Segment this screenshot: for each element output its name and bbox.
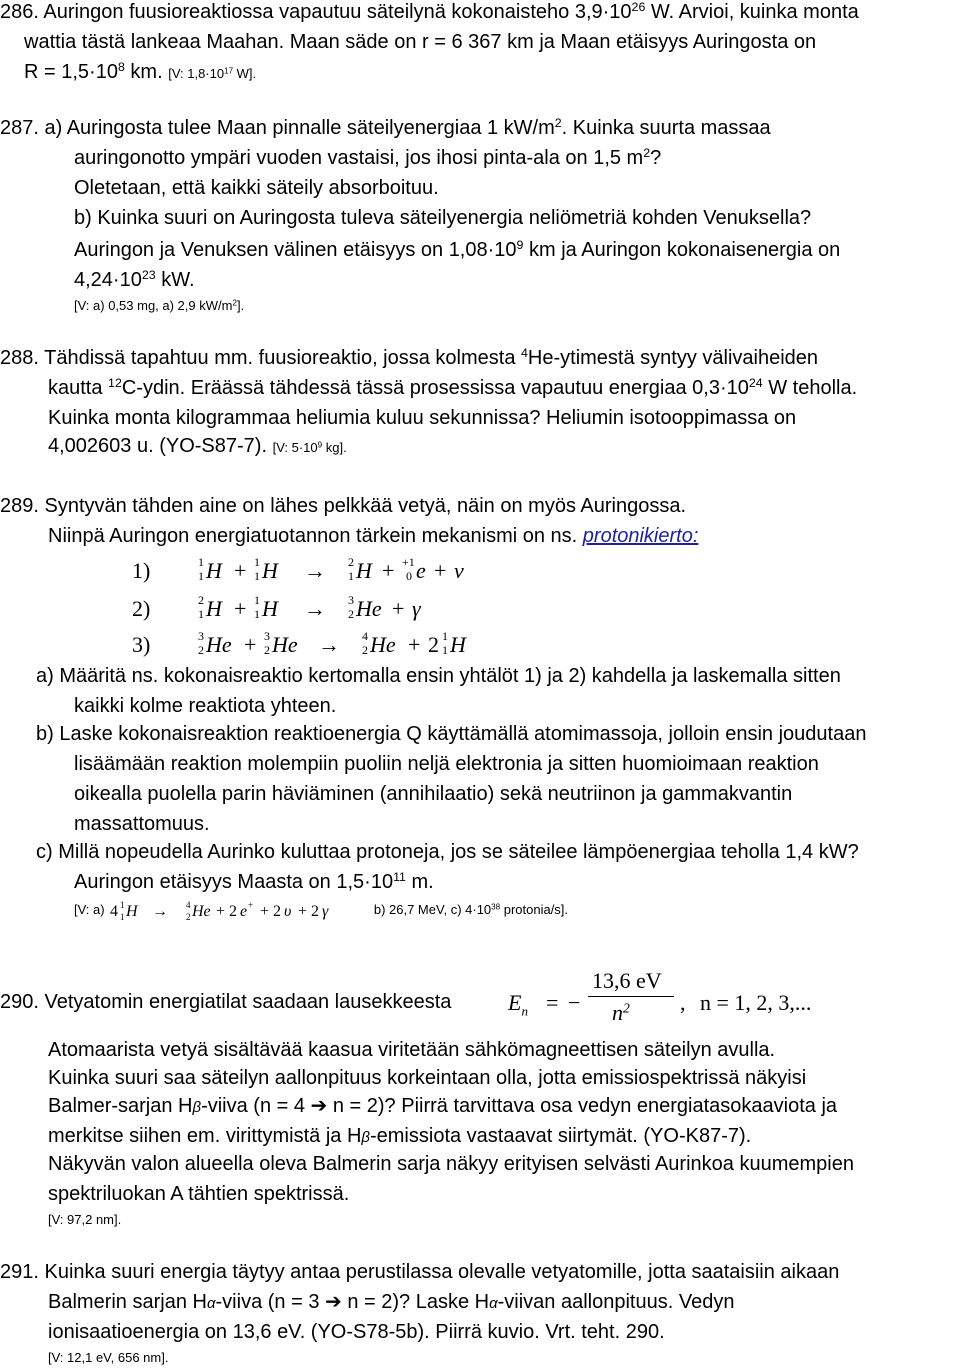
svg-text:He: He <box>272 632 298 657</box>
equation-3: 3) 3 2 He + 3 2 He → 4 2 He + 2 1 1 H <box>132 632 150 658</box>
svg-text:3: 3 <box>348 593 354 607</box>
p287-line2: auringonotto ympäri vuoden vastaisi, jos ihosi pinta-ala on 1,5 $m^2$? <box>74 146 662 169</box>
energy-formula: $E_n$ = − 13,6 eV $n^2$ , n = 1, 2, 3,... <box>508 968 812 1025</box>
protonikierto-link[interactable]: protonikierto: <box>582 525 699 547</box>
svg-text:3: 3 <box>198 629 204 643</box>
p288-answer: [V: $5\cdot 10^9$ kg]. <box>272 440 347 455</box>
svg-text:γ: γ <box>412 596 421 621</box>
svg-text:+ 2: + 2 <box>216 902 238 920</box>
svg-text:He: He <box>192 902 211 920</box>
svg-text:→: → <box>304 596 326 621</box>
p287-line6: $4,24\cdot 10^{23}$ kW. <box>74 268 195 291</box>
svg-text:2: 2 <box>362 643 368 657</box>
svg-text:1: 1 <box>442 643 448 657</box>
svg-text:γ: γ <box>322 902 329 920</box>
svg-text:1: 1 <box>254 555 260 569</box>
svg-text:→: → <box>304 558 326 583</box>
svg-text:3: 3 <box>264 629 270 643</box>
svg-text:2: 2 <box>198 593 204 607</box>
p289-qc: c) Millä nopeudella Aurinko kuluttaa protoneja, jos se säteilee lämpöenergiaa teholla 1,4 kW? <box>36 841 859 863</box>
p287-answer: [V: a) 0,53 mg, a) 2,9 $kW/m^2$]. <box>74 298 245 313</box>
p291-answer: [V: 12,1 eV, 656 nm]. <box>48 1350 169 1365</box>
p287-line1: 287. a) Auringosta tulee Maan pinnalle säteilyenergiaa 1 $kW/m^2$. Kuinka suurta massaa <box>0 116 771 139</box>
svg-text:+: + <box>248 899 254 910</box>
svg-text:H: H <box>206 558 222 583</box>
p289-qb3: oikealla puolella parin häviäminen (annihilaatio) sekä neutriinon ja gammakvantin <box>74 783 793 805</box>
svg-text:H: H <box>450 632 466 657</box>
svg-text:H: H <box>262 558 278 583</box>
svg-text:1: 1 <box>442 629 448 643</box>
svg-text:+: + <box>234 596 247 621</box>
svg-text:2: 2 <box>348 607 354 621</box>
p290-line1: 290. Vetyatomin energiatilat saadaan lausekkeesta <box>0 991 452 1013</box>
p289-qb2: lisäämään reaktion molempiin puoliin neljä elektronia ja sitten huomioimaan reaktion <box>74 753 819 775</box>
svg-text:4: 4 <box>186 899 191 910</box>
svg-text:H: H <box>262 596 278 621</box>
svg-text:1: 1 <box>120 899 125 910</box>
p289-qa2: kaikki kolme reaktiota yhteen. <box>74 695 337 717</box>
svg-text:1: 1 <box>254 569 260 583</box>
svg-text:H: H <box>356 558 372 583</box>
svg-text:→: → <box>318 632 340 657</box>
p289-qb4: massattomuus. <box>74 813 210 835</box>
svg-text:1: 1 <box>254 607 260 621</box>
svg-text:+ 2: + 2 <box>298 902 320 920</box>
equation-1-figure <box>188 554 528 584</box>
p289-answer: [V: a) 4 1 1 H → 4 2 He + 2 e + + 2 υ + 2 γ b) 26,7 MeV, c) $4\cdot 10^{38}$ protonia/s]. <box>74 899 569 922</box>
svg-text:+: + <box>392 596 405 621</box>
formula-numerator: 13,6 eV <box>592 968 662 993</box>
svg-text:→: → <box>152 902 169 920</box>
svg-text:e: e <box>416 558 426 583</box>
svg-text:1: 1 <box>120 911 125 922</box>
equation-2-figure <box>188 592 528 622</box>
svg-text:2: 2 <box>186 911 191 922</box>
p289-qa: a) Määritä ns. kokonaisreaktio kertomalla ensin yhtälöt 1) ja 2) kahdella ja laskemalla sitten <box>36 665 841 687</box>
p286-line3: $R = 1,5\cdot 10^8$ km. [V: $1,8\cdot 10^{17}$ W]. <box>24 60 257 83</box>
svg-text:+: + <box>234 558 247 583</box>
svg-text:0: 0 <box>406 569 412 583</box>
svg-text:He: He <box>370 632 396 657</box>
svg-text:H: H <box>126 902 138 920</box>
formula-denominator: $n^2$ <box>612 1000 630 1025</box>
p287-line3: Oletetaan, että kaikki säteily absorboituu. <box>74 177 439 199</box>
p289-qc2: Auringon etäisyys Maasta on $1,5\cdot 10^{11}$ m. <box>74 870 434 893</box>
p290-line5: merkitse siihen em. virittymistä ja Hβ-emissiota vastaavat siirtymät. (YO-K87-7). <box>48 1125 752 1147</box>
svg-text:2: 2 <box>198 643 204 657</box>
p290-line2: Atomaarista vetyä sisältävää kaasua viritetään sähkömagneettisen säteilyn avulla. <box>48 1039 776 1061</box>
equation-3-figure <box>188 628 548 658</box>
p289-line1: 289. Syntyvän tähden aine on lähes pelkkää vetyä, näin on myös Auringossa. <box>0 495 687 517</box>
svg-text:1: 1 <box>198 555 204 569</box>
formula-n-values: n = 1, 2, 3,... <box>700 990 812 1015</box>
svg-text:+1: +1 <box>402 555 415 569</box>
svg-text:He: He <box>206 632 232 657</box>
p291-line1: 291. Kuinka suuri energia täytyy antaa perustilassa olevalle vetyatomille, jotta saataisiin aikaan <box>0 1261 840 1283</box>
p289-line2: Niinpä Auringon energiatuotannon tärkein mekanismi on ns. protonikierto: <box>48 525 699 547</box>
p288-line4: 4,002603 u. (YO-S87-7). [V: $5\cdot 10^9$ kg]. <box>48 435 347 457</box>
equation-2: 2) 2 1 H + 1 1 H → 3 2 He + γ <box>132 596 150 622</box>
p290-line3: Kuinka suuri saa säteilyn aallonpituus korkeintaan olla, jotta emissiospektrissä näkyisi <box>48 1067 807 1089</box>
svg-text:4: 4 <box>362 629 368 643</box>
svg-text:2: 2 <box>348 555 354 569</box>
p290-answer: [V: 97,2 nm]. <box>48 1212 122 1227</box>
svg-text:1: 1 <box>198 569 204 583</box>
svg-text:+: + <box>382 558 395 583</box>
svg-text:1: 1 <box>254 593 260 607</box>
p286-answer: [V: $1,8\cdot 10^{17}$ W]. <box>168 66 257 81</box>
total-reaction-figure <box>108 900 370 922</box>
p291-line2: Balmerin sarjan Hα-viiva (n = 3 ➔ n = 2)? Laske Hα-viivan aallonpituus. Vedyn <box>48 1291 735 1313</box>
svg-text:+ 2: + 2 <box>260 902 282 920</box>
svg-text:2: 2 <box>428 632 439 657</box>
p286-line2: wattia tästä lankeaa Maahan. Maan säde on r = 6 367 km ja Maan etäisyys Auringosta on <box>24 31 817 53</box>
svg-text:1: 1 <box>198 607 204 621</box>
p290-line6: Näkyvän valon alueella oleva Balmerin sarja näkyy erityisen selvästi Aurinkoa kuumempien <box>48 1153 854 1175</box>
svg-text:ν: ν <box>454 558 464 583</box>
svg-text:+: + <box>434 558 447 583</box>
p288-line3: Kuinka monta kilogrammaa heliumia kuluu sekunnissa? Heliumin isotooppimassa on <box>48 407 797 429</box>
fraction-bar <box>588 996 674 997</box>
svg-text:4: 4 <box>110 902 119 920</box>
svg-text:+: + <box>244 632 257 657</box>
p288-line2: kautta $^{12}$C-ydin. Eräässä tähdessä tässä prosessissa vapautuu energiaa $0,3\cdot 10^{24}$ W teholla. <box>48 376 858 399</box>
p288-line1: 288. Tähdissä tapahtuu mm. fuusioreaktio, jossa kolmesta $^4$He-ytimestä syntyy välivaiheiden <box>0 346 819 369</box>
svg-text:e: e <box>240 902 248 920</box>
p286-line1: 286. Auringon fuusioreaktiossa vapautuu säteilynä kokonaisteho $3,9\cdot 10^{26}$ W. Arvioi, kuinka monta <box>0 0 859 23</box>
svg-text:+: + <box>408 632 421 657</box>
svg-text:H: H <box>206 596 222 621</box>
p289-qb: b) Laske kokonaisreaktion reaktioenergia Q käyttämällä atomimassoja, jolloin ensin joudutaan <box>36 723 867 745</box>
p287-line4: b) Kuinka suuri on Auringosta tuleva säteilyenergia neliömetriä kohden Venuksella? <box>74 207 812 229</box>
svg-text:1: 1 <box>348 569 354 583</box>
equation-1: 1) 1 1 H + 1 1 H → 2 1 H + +1 0 e + ν <box>132 558 150 584</box>
svg-text:2: 2 <box>264 643 270 657</box>
p290-line7: spektriluokan A tähtien spektrissä. <box>48 1183 350 1205</box>
svg-text:He: He <box>356 596 382 621</box>
svg-text:υ: υ <box>284 902 292 920</box>
p290-line4: Balmer-sarjan Hβ-viiva (n = 4 ➔ n = 2)? Piirrä tarvittava osa vedyn energiatasokaaviota ja <box>48 1095 838 1117</box>
p287-line5: Auringon ja Venuksen välinen etäisyys on $1,08\cdot 10^9$ km ja Auringon kokonaisenergia on <box>74 238 841 261</box>
p291-line3: ionisaatioenergia on 13,6 eV. (YO-S78-5b). Piirrä kuvio. Vrt. teht. 290. <box>48 1321 665 1343</box>
